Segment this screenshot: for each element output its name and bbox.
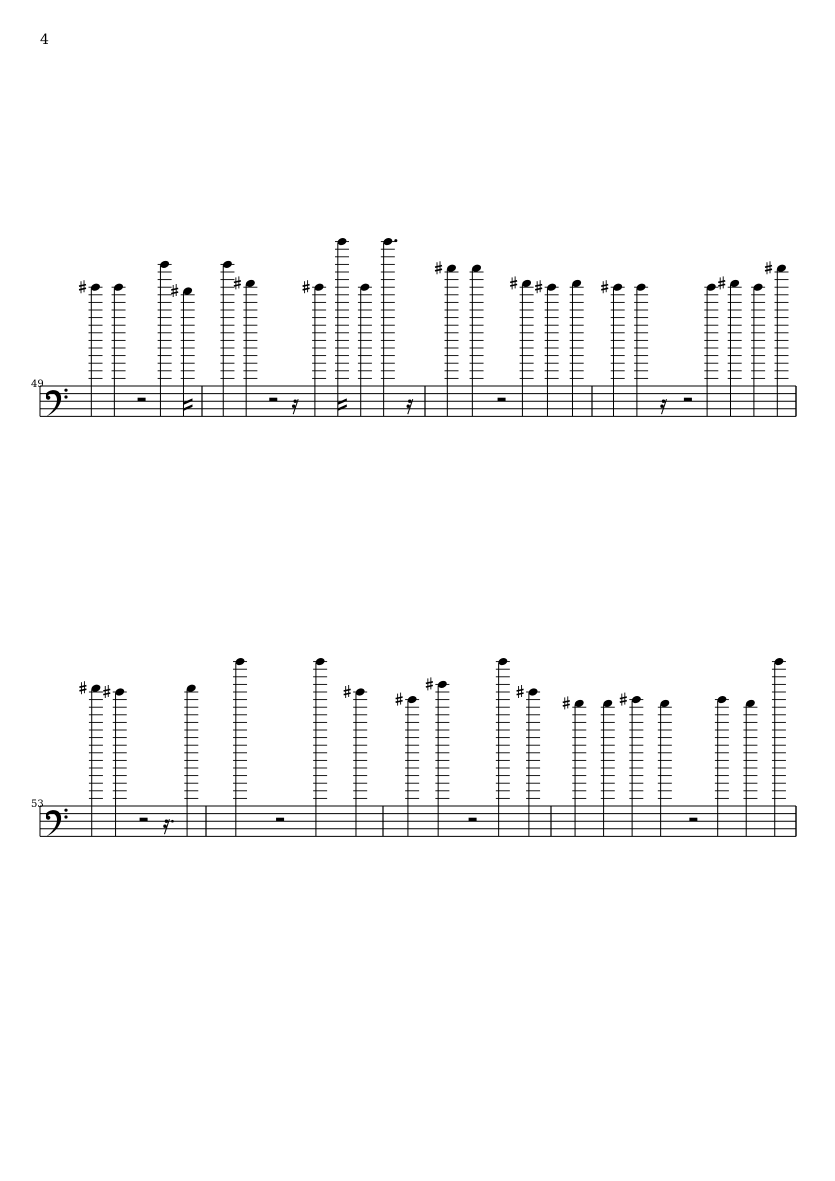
- sharp-sign: [535, 280, 542, 293]
- measure-number: 49: [31, 379, 44, 390]
- sharp-stroke: [718, 284, 725, 286]
- sharp-sign: [601, 280, 608, 293]
- sharp-stroke: [79, 689, 86, 691]
- half-rest: [498, 398, 506, 402]
- sharp-sign: [718, 276, 725, 289]
- sharp-stroke: [426, 685, 433, 687]
- sharp-sign: [171, 284, 178, 297]
- sharp-stroke: [517, 689, 524, 691]
- bass-clef-dot: [64, 389, 67, 392]
- note: [79, 280, 103, 416]
- rest-flag: [408, 400, 411, 403]
- sharp-stroke: [303, 288, 310, 290]
- staff-system: [40, 657, 796, 837]
- note: [743, 699, 757, 837]
- bass-clef: [46, 389, 68, 417]
- note: [535, 280, 559, 416]
- sharp-stroke: [510, 284, 517, 286]
- augmentation-dot: [171, 820, 174, 823]
- sharp-stroke: [718, 281, 725, 283]
- sharp-stroke: [344, 693, 351, 695]
- sharp-stroke: [426, 682, 433, 684]
- staff-system: [40, 237, 796, 417]
- sharp-sign: [426, 677, 433, 690]
- sharp-sign: [620, 693, 627, 706]
- beam-stub: [338, 404, 347, 411]
- note: [772, 657, 786, 837]
- sharp-sign: [303, 280, 310, 293]
- sharp-stroke: [765, 269, 772, 271]
- rest-flag: [292, 405, 295, 408]
- half-rest: [269, 398, 277, 402]
- sharp-stroke: [510, 281, 517, 283]
- sharp-sign: [435, 261, 442, 274]
- note: [751, 282, 765, 416]
- sharp-stroke: [171, 292, 178, 294]
- sharp-stroke: [601, 288, 608, 290]
- bass-clef-dot: [64, 809, 67, 812]
- sharp-stroke: [396, 697, 403, 699]
- sharp-stroke: [563, 704, 570, 706]
- sharp-stroke: [620, 701, 627, 703]
- note: [220, 260, 234, 417]
- half-rest: [689, 818, 697, 822]
- sharp-stroke: [171, 288, 178, 290]
- half-rest: [276, 818, 284, 822]
- sharp-sign: [79, 280, 86, 293]
- rest-flag: [293, 400, 296, 403]
- half-rest: [140, 818, 148, 822]
- sharp-sign: [344, 685, 351, 698]
- note: [601, 280, 625, 416]
- sharp-stroke: [620, 697, 627, 699]
- note: [233, 657, 247, 837]
- measure-number: 53: [31, 799, 44, 810]
- sharp-stroke: [234, 284, 241, 286]
- bass-clef-curl: [46, 810, 61, 836]
- sharp-stroke: [396, 701, 403, 703]
- rest-flag: [660, 405, 663, 408]
- sharp-stroke: [435, 269, 442, 271]
- note: [112, 282, 126, 416]
- sharp-stroke: [535, 288, 542, 290]
- note: [658, 699, 672, 837]
- rest-flag: [407, 405, 410, 408]
- note: [570, 279, 584, 417]
- note: [620, 693, 644, 837]
- half-rest: [684, 398, 692, 402]
- bass-clef-dot: [64, 395, 67, 398]
- sharp-sign: [517, 685, 524, 698]
- sharp-stroke: [234, 281, 241, 283]
- note: [634, 282, 648, 416]
- note: [358, 282, 372, 416]
- note: [496, 657, 510, 837]
- note: [510, 276, 533, 416]
- note: [234, 276, 258, 416]
- rest-flag: [163, 825, 166, 828]
- sharp-stroke: [103, 689, 110, 691]
- bass-clef-dot: [64, 815, 67, 818]
- beam-stub: [183, 404, 192, 411]
- sharp-sign: [765, 261, 772, 274]
- note: [704, 282, 718, 416]
- note: [158, 260, 172, 417]
- sharp-stroke: [435, 266, 442, 268]
- bass-clef: [46, 809, 68, 837]
- augmentation-dot: [394, 239, 397, 242]
- sharp-stroke: [79, 288, 86, 290]
- sharp-sign: [396, 693, 403, 706]
- sharp-stroke: [79, 686, 86, 688]
- note: [335, 237, 349, 417]
- note: [381, 237, 398, 417]
- half-rest: [138, 398, 146, 402]
- sharp-stroke: [563, 701, 570, 703]
- note: [313, 657, 327, 837]
- rest-flag: [165, 820, 168, 823]
- half-rest: [469, 818, 477, 822]
- note: [396, 693, 420, 837]
- note: [715, 695, 729, 837]
- sharp-sign: [234, 276, 241, 289]
- sharp-stroke: [303, 285, 310, 287]
- sharp-stroke: [79, 285, 86, 287]
- note: [426, 677, 450, 836]
- note: [601, 699, 615, 837]
- sharp-sign: [563, 696, 570, 709]
- sharp-stroke: [765, 266, 772, 268]
- note: [563, 696, 587, 836]
- rest-flag: [662, 400, 665, 403]
- note: [718, 276, 742, 416]
- sharp-stroke: [601, 285, 608, 287]
- sharp-sign: [79, 681, 86, 694]
- sharp-sign: [510, 276, 517, 289]
- sharp-sign: [103, 685, 110, 698]
- sixteenth-rest: [163, 819, 174, 834]
- sharp-stroke: [103, 693, 110, 695]
- note: [171, 284, 195, 416]
- note: [303, 280, 327, 416]
- sharp-stroke: [517, 693, 524, 695]
- bass-clef-curl: [46, 390, 61, 416]
- sharp-stroke: [344, 689, 351, 691]
- page-number: 4: [40, 32, 49, 48]
- sharp-stroke: [535, 285, 542, 287]
